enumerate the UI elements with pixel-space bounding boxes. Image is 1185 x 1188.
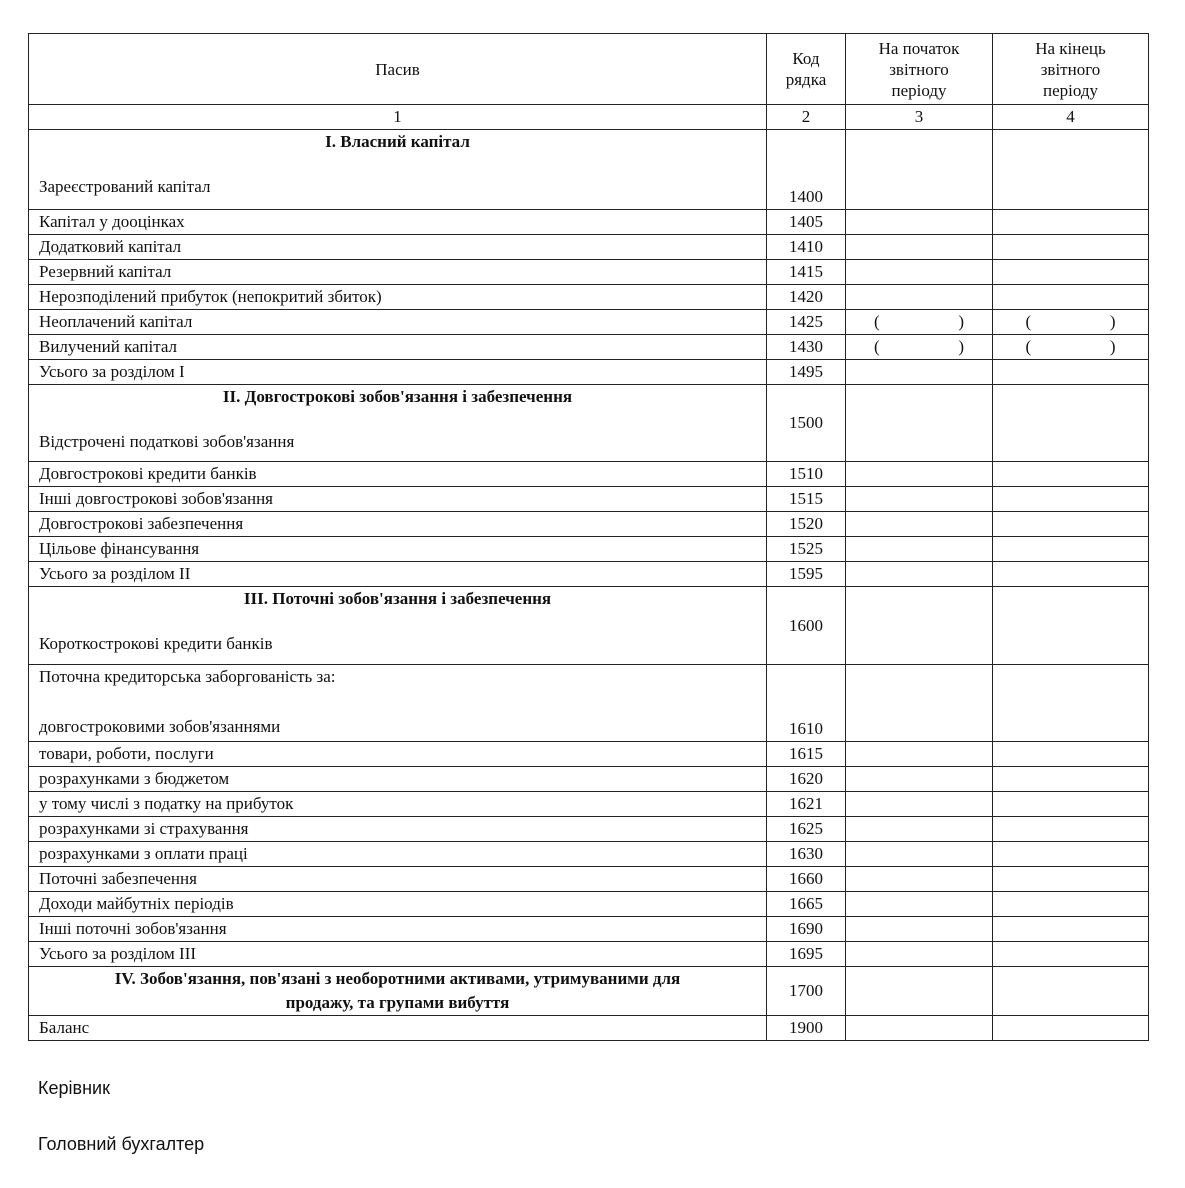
value-start bbox=[846, 587, 993, 665]
value-end bbox=[993, 665, 1149, 742]
column-number: 1 bbox=[29, 105, 767, 130]
value-start bbox=[846, 130, 993, 210]
value-start bbox=[846, 537, 993, 562]
value-end bbox=[993, 767, 1149, 792]
row-code: 1690 bbox=[767, 917, 846, 942]
row-code: 1615 bbox=[767, 742, 846, 767]
value-end bbox=[993, 537, 1149, 562]
value-start bbox=[846, 385, 993, 462]
value-end bbox=[993, 385, 1149, 462]
value-end bbox=[993, 917, 1149, 942]
table-row-total bbox=[29, 360, 1149, 385]
row-name: Усього за розділом I bbox=[29, 360, 767, 385]
table-row-total bbox=[29, 967, 1149, 1016]
table-row bbox=[29, 665, 1149, 742]
table-row bbox=[29, 130, 1149, 210]
table-row bbox=[29, 462, 1149, 487]
table-row bbox=[29, 335, 1149, 360]
value-start bbox=[846, 742, 993, 767]
row-code: 1660 bbox=[767, 867, 846, 892]
row-name: Поточні забезпечення bbox=[29, 867, 767, 892]
liabilities-table bbox=[28, 33, 1149, 1041]
row-name: Вилучений капітал bbox=[29, 335, 767, 360]
value-end bbox=[993, 942, 1149, 967]
section-cell bbox=[29, 130, 767, 210]
row-code: 1520 bbox=[767, 512, 846, 537]
value-end bbox=[993, 210, 1149, 235]
row-name: Резервний капітал bbox=[29, 260, 767, 285]
value-start bbox=[846, 665, 993, 742]
row-name: Інші поточні зобов'язання bbox=[29, 917, 767, 942]
value-start bbox=[846, 942, 993, 967]
row-code: 1515 bbox=[767, 487, 846, 512]
row-name: Нерозподілений прибуток (непокритий збиток) bbox=[29, 285, 767, 310]
negative-value-brackets: ( ) bbox=[1025, 312, 1116, 331]
group-title: Поточна кредиторська заборгованість за: bbox=[39, 667, 336, 686]
row-code: 1420 bbox=[767, 285, 846, 310]
row-name: Баланс bbox=[29, 1016, 767, 1041]
table-row bbox=[29, 817, 1149, 842]
value-start bbox=[846, 1016, 993, 1041]
section-title: I. Власний капітал bbox=[325, 132, 470, 151]
value-end bbox=[993, 360, 1149, 385]
table-row bbox=[29, 917, 1149, 942]
signature-head: Керівник bbox=[38, 1078, 110, 1098]
section-cell bbox=[29, 587, 767, 665]
table-row bbox=[29, 537, 1149, 562]
row-name: розрахунками з бюджетом bbox=[29, 767, 767, 792]
row-code: 1695 bbox=[767, 942, 846, 967]
table-row-balance bbox=[29, 1016, 1149, 1041]
table-row bbox=[29, 767, 1149, 792]
balance-sheet-liabilities bbox=[28, 33, 1149, 1041]
row-code: 1495 bbox=[767, 360, 846, 385]
value-start bbox=[846, 335, 993, 360]
row-name: Зареєстрований капітал bbox=[39, 177, 211, 196]
header-period-end: На кінець звітного періоду bbox=[993, 34, 1149, 105]
value-end bbox=[993, 285, 1149, 310]
table-row bbox=[29, 310, 1149, 335]
value-end bbox=[993, 742, 1149, 767]
header-line-code: Код рядка bbox=[767, 34, 846, 105]
row-code: 1621 bbox=[767, 792, 846, 817]
row-name: Довгострокові забезпечення bbox=[29, 512, 767, 537]
row-code: 1665 bbox=[767, 892, 846, 917]
row-name: Усього за розділом II bbox=[29, 562, 767, 587]
value-end bbox=[993, 562, 1149, 587]
value-end bbox=[993, 487, 1149, 512]
row-name: Капітал у дооцінках bbox=[29, 210, 767, 235]
value-start bbox=[846, 867, 993, 892]
value-start bbox=[846, 842, 993, 867]
value-start bbox=[846, 562, 993, 587]
section-title: III. Поточні зобов'язання і забезпечення bbox=[243, 589, 552, 608]
table-row bbox=[29, 385, 1149, 462]
value-start bbox=[846, 487, 993, 512]
value-start bbox=[846, 285, 993, 310]
value-start bbox=[846, 967, 993, 1016]
value-end bbox=[993, 130, 1149, 210]
table-row-total bbox=[29, 942, 1149, 967]
column-numbers-row bbox=[29, 105, 1149, 130]
table-row bbox=[29, 792, 1149, 817]
row-code: 1425 bbox=[767, 310, 846, 335]
value-end bbox=[993, 260, 1149, 285]
value-end bbox=[993, 792, 1149, 817]
row-code: 1405 bbox=[767, 210, 846, 235]
row-code: 1630 bbox=[767, 842, 846, 867]
value-end bbox=[993, 235, 1149, 260]
signature-accountant: Головний бухгалтер bbox=[38, 1134, 205, 1154]
table-row bbox=[29, 742, 1149, 767]
table-row bbox=[29, 210, 1149, 235]
row-code: 1625 bbox=[767, 817, 846, 842]
value-start bbox=[846, 260, 993, 285]
column-number: 3 bbox=[846, 105, 993, 130]
value-end bbox=[993, 462, 1149, 487]
value-end bbox=[993, 892, 1149, 917]
row-name: товари, роботи, послуги bbox=[29, 742, 767, 767]
group-cell bbox=[29, 665, 767, 742]
column-number: 2 bbox=[767, 105, 846, 130]
row-code: 1430 bbox=[767, 335, 846, 360]
value-end bbox=[993, 335, 1149, 360]
row-code: 1525 bbox=[767, 537, 846, 562]
row-name: Інші довгострокові зобов'язання bbox=[29, 487, 767, 512]
row-code: 1415 bbox=[767, 260, 846, 285]
column-number: 4 bbox=[993, 105, 1149, 130]
table-row bbox=[29, 487, 1149, 512]
table-row-total bbox=[29, 562, 1149, 587]
value-start bbox=[846, 917, 993, 942]
table-header-row bbox=[29, 34, 1149, 105]
table-row bbox=[29, 260, 1149, 285]
row-code: 1410 bbox=[767, 235, 846, 260]
row-code: 1620 bbox=[767, 767, 846, 792]
value-start bbox=[846, 462, 993, 487]
negative-value-brackets: ( ) bbox=[1025, 337, 1116, 356]
row-code: 1595 bbox=[767, 562, 846, 587]
value-end bbox=[993, 842, 1149, 867]
row-code: 1900 bbox=[767, 1016, 846, 1041]
table-row bbox=[29, 235, 1149, 260]
value-start bbox=[846, 817, 993, 842]
negative-value-brackets: ( ) bbox=[874, 312, 964, 331]
table-row bbox=[29, 842, 1149, 867]
header-period-start: На початок звітного періоду bbox=[846, 34, 993, 105]
row-name: Додатковий капітал bbox=[29, 235, 767, 260]
value-end bbox=[993, 1016, 1149, 1041]
value-end bbox=[993, 967, 1149, 1016]
negative-value-brackets: ( ) bbox=[874, 337, 964, 356]
table-row bbox=[29, 512, 1149, 537]
value-start bbox=[846, 792, 993, 817]
value-start bbox=[846, 310, 993, 335]
row-name: розрахунками зі страхування bbox=[29, 817, 767, 842]
row-name: Відстрочені податкові зобов'язання bbox=[39, 432, 295, 451]
row-name: Короткострокові кредити банків bbox=[39, 634, 273, 653]
value-end bbox=[993, 512, 1149, 537]
row-name: Цільове фінансування bbox=[29, 537, 767, 562]
row-code: 1400 bbox=[767, 130, 846, 210]
value-end bbox=[993, 867, 1149, 892]
row-name: у тому числі з податку на прибуток bbox=[29, 792, 767, 817]
value-start bbox=[846, 235, 993, 260]
value-start bbox=[846, 892, 993, 917]
value-end bbox=[993, 310, 1149, 335]
row-name: Усього за розділом III bbox=[29, 942, 767, 967]
value-start bbox=[846, 767, 993, 792]
row-name: довгостроковими зобов'язаннями bbox=[39, 717, 281, 736]
section-cell bbox=[29, 385, 767, 462]
table-row bbox=[29, 867, 1149, 892]
row-name: розрахунками з оплати праці bbox=[29, 842, 767, 867]
value-start bbox=[846, 210, 993, 235]
table-row bbox=[29, 892, 1149, 917]
header-liabilities: Пасив bbox=[29, 34, 767, 105]
row-name: Довгострокові кредити банків bbox=[29, 462, 767, 487]
table-row bbox=[29, 285, 1149, 310]
value-end bbox=[993, 587, 1149, 665]
section-title: II. Довгострокові зобов'язання і забезпечення bbox=[222, 387, 573, 406]
row-code: 1500 bbox=[767, 385, 846, 462]
row-name: Неоплачений капітал bbox=[29, 310, 767, 335]
value-end bbox=[993, 817, 1149, 842]
section-title: IV. Зобов'язання, пов'язані з необоротними активами, утримуваними для продажу, та групами вибуття bbox=[29, 967, 767, 1016]
row-code: 1700 bbox=[767, 967, 846, 1016]
table-row bbox=[29, 587, 1149, 665]
row-code: 1600 bbox=[767, 587, 846, 665]
row-code: 1510 bbox=[767, 462, 846, 487]
value-start bbox=[846, 512, 993, 537]
row-name: Доходи майбутніх періодів bbox=[29, 892, 767, 917]
row-code: 1610 bbox=[767, 665, 846, 742]
value-start bbox=[846, 360, 993, 385]
